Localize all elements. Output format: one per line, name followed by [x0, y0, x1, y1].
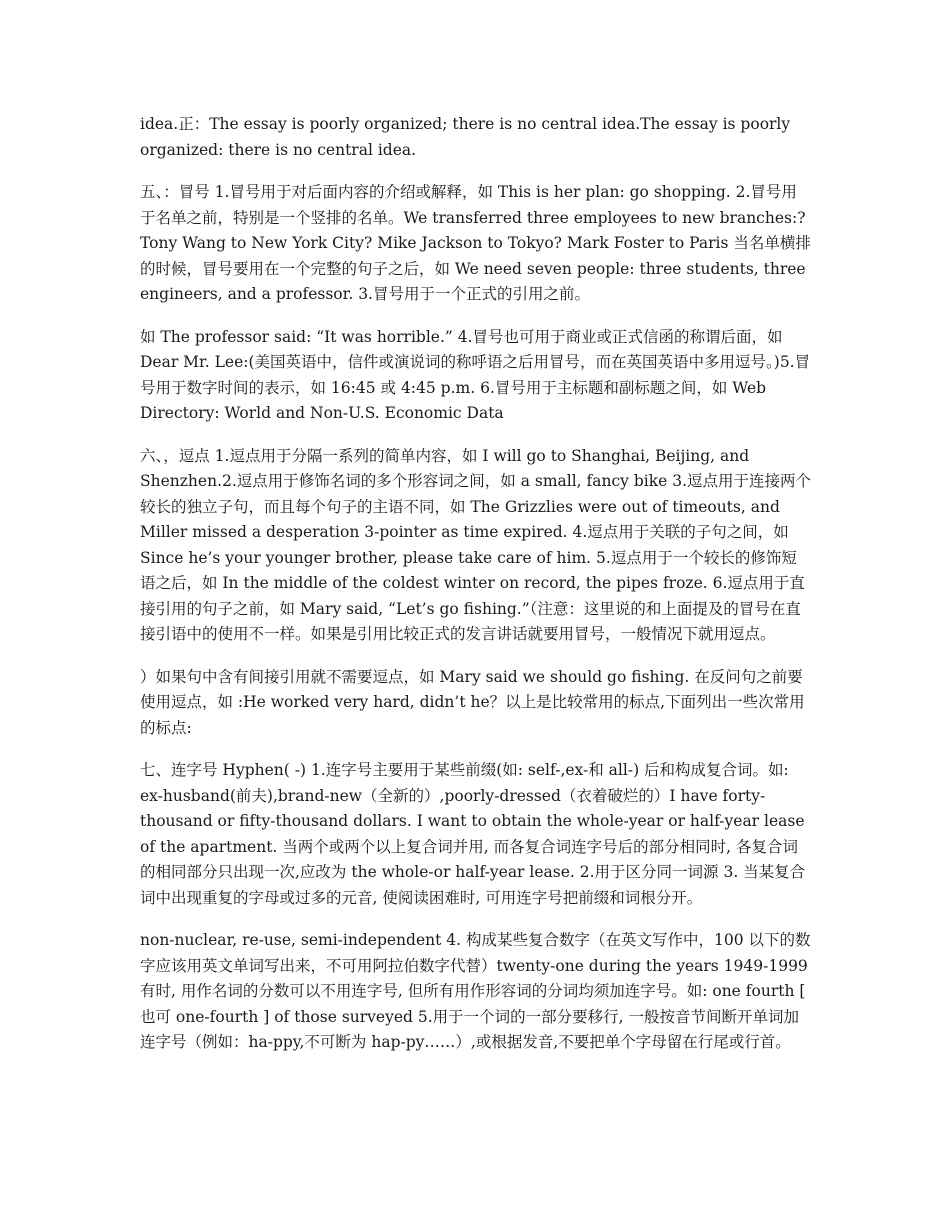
paragraph-hyphen-rules-continued: non-nuclear, re-use, semi-independent 4. 构成某些复合数字（在英文写作中，100 以下的数字应该用英文单词写出来，不可用阿拉伯数字代替）twenty-one during the years 1949-1999 有时, 用作名词的分数可以不用连字号, 但所有用作形容词的分词均须加连字号。如: one fourth [ 也可 one-fourth ] of those surveyed 5.用于一个词的一部分要移行, 一般按音节间断开单词加连字号（例如：ha-ppy,不可断为 hap-py……）,或根据发音,不要把单个字母留在行尾或行首。	[140, 931, 811, 1051]
document-page	[140, 112, 812, 1073]
paragraph-hyphen-rules: 七、连字号 Hyphen( -) 1.连字号主要用于某些前缀(如: self-,ex-和 all-) 后和构成复合词。如: ex-husband(前夫),brand-new（全新的）,poorly-dressed（衣着破烂的）I have forty-thousand or fifty-thousand dollars. I want to obtain the whole-year or half-year lease of the apartment. 当两个或两个以上复合词并用, 而各复合词连字号后的部分相同时, 各复合词的相同部分只出现一次,应改为 the whole-or half-year lease. 2.用于区分同一词源 3. 当某复合词中出现重复的字母或过多的元音, 使阅读困难时, 可用连字号把前缀和词根分开。	[140, 761, 806, 907]
paragraph-colon-rules-continued: 如 The professor said: “It was horrible.” 4.冒号也可用于商业或正式信函的称谓后面，如 Dear Mr. Lee:(美国英语中，信件或演说词的称呼语之后用冒号，而在英国英语中多用逗号。)5.冒号用于数字时间的表示，如 16:45 或 4:45 p.m. 6.冒号用于主标题和副标题之间，如 Web Directory: World and Non-U.S. Economic Data	[140, 327, 811, 422]
paragraph-essay-correction: idea.正：The essay is poorly organized; there is no central idea.The essay is poorly organized: there is no central idea.	[140, 115, 791, 159]
paragraph-comma-rules: 六、，逗点 1.逗点用于分隔一系列的简单内容，如 I will go to Shanghai, Beijing, and Shenzhen.2.逗点用于修饰名词的多个形容词之间，如 a small, fancy bike 3.逗点用于连接两个较长的独立子句，而且每个句子的主语不同，如 The Grizzlies were out of timeouts, and Miller missed a desperation 3-pointer as time expired. 4.逗点用于关联的子句之间，如 Since he’s your younger brother, please take care of him. 5.逗点用于一个较长的修饰短语之后，如 In the middle of the coldest winter on record, the pipes froze. 6.逗点用于直接引用的句子之前，如 Mary said, “Let’s go fishing.”（注意：这里说的和上面提及的冒号在直接引语中的使用不一样。如果是引用比较正式的发言讲话就要用冒号，一般情况下就用逗点。	[140, 446, 812, 643]
paragraph-comma-rules-continued: ）如果句中含有间接引用就不需要逗点，如 Mary said we should go fishing. 在反问句之前要使用逗点，如 :He worked very hard, didn’t he？以上是比较常用的标点,下面列出一些次常用的标点:	[140, 667, 805, 737]
paragraph-colon-rules: 五、：冒号 1.冒号用于对后面内容的介绍或解释，如 This is her plan: go shopping. 2.冒号用于名单之前，特别是一个竖排的名单。We transferred three employees to new branches:? Tony Wang to New York City? Mike Jackson to Tokyo? Mark Foster to Paris 当名单横排的时候，冒号要用在一个完整的句子之后，如 We need seven people: three students, three engineers, and a professor. 3.冒号用于一个正式的引用之前。	[140, 183, 811, 303]
